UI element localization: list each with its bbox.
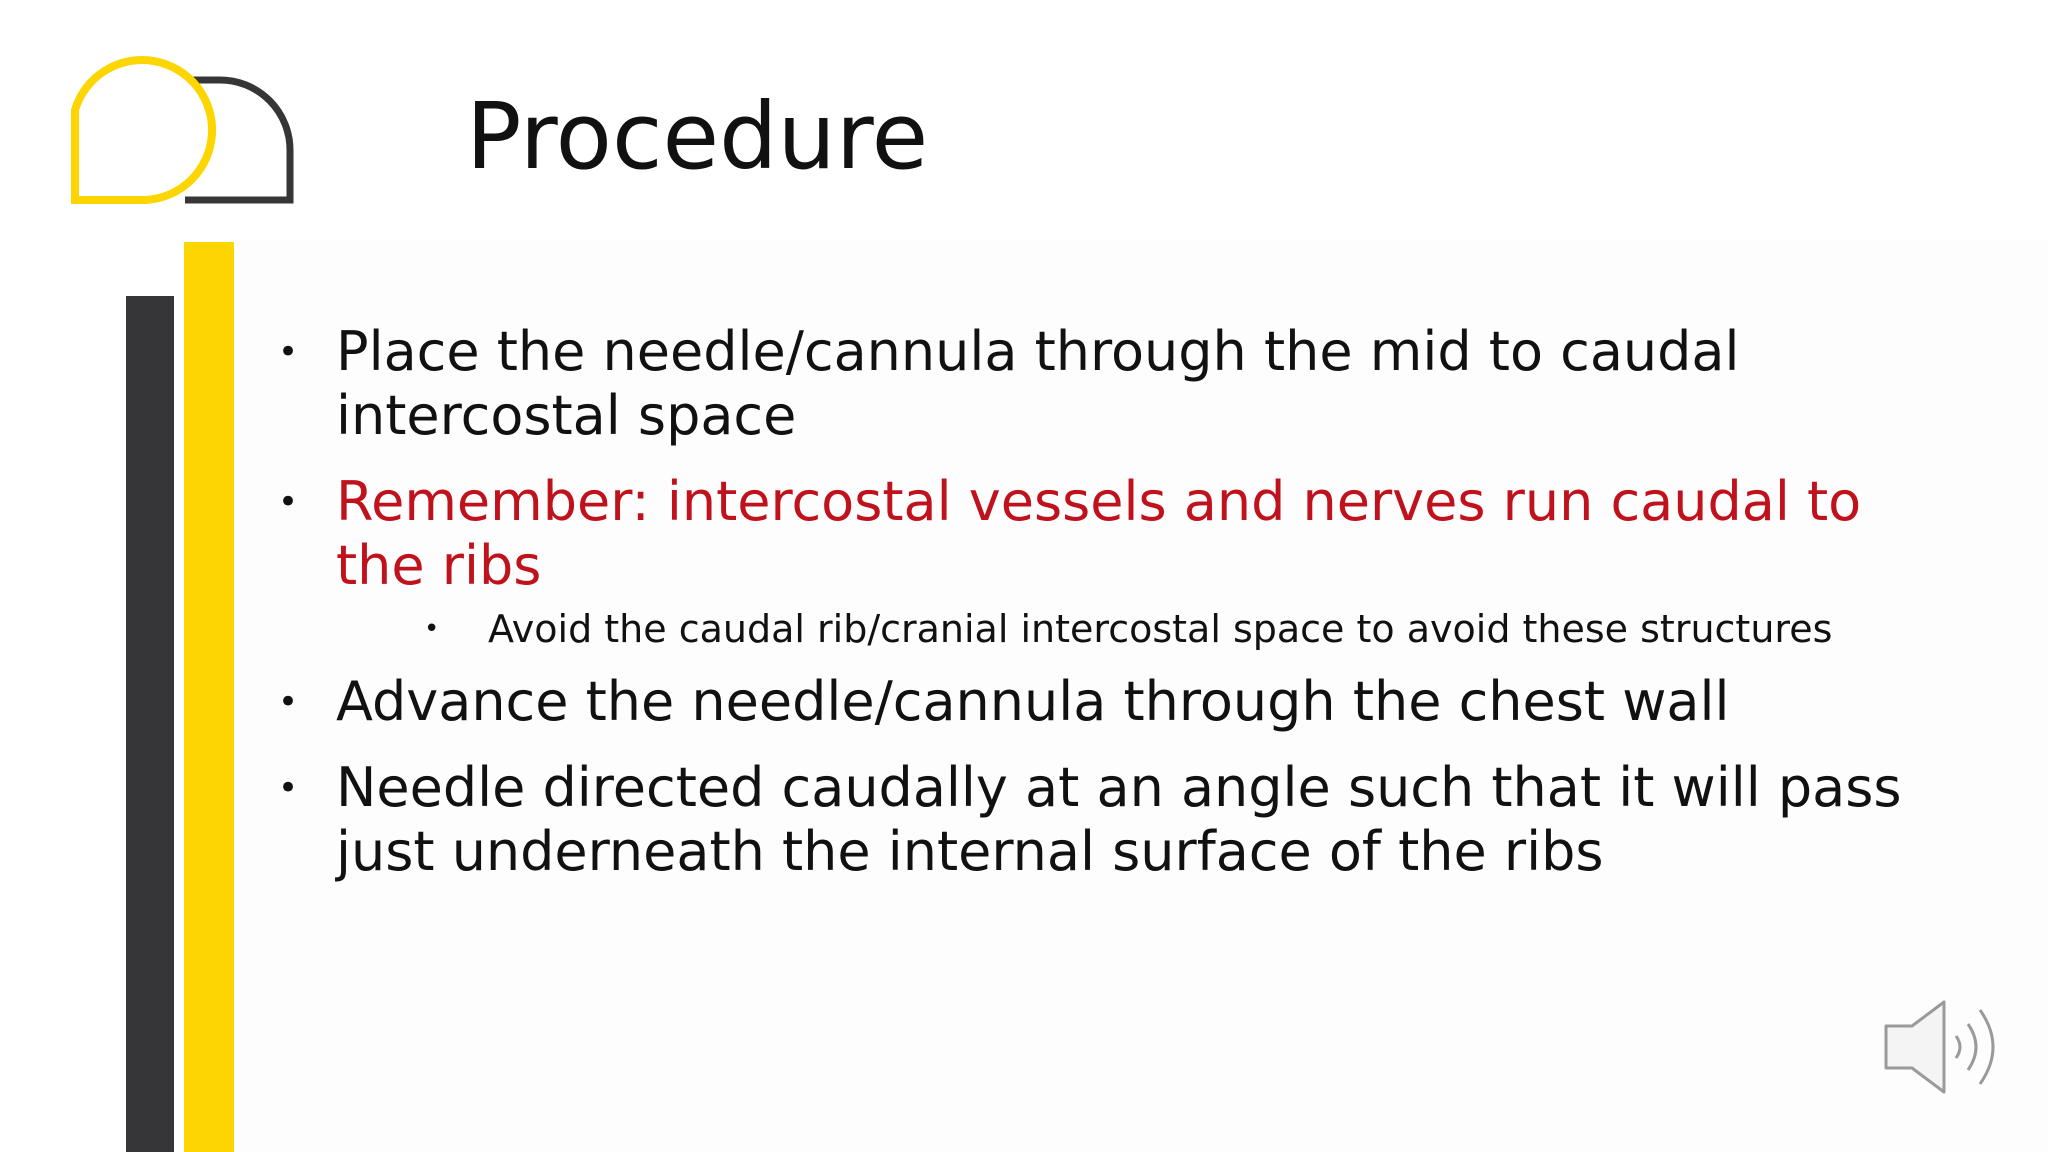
slide-title: Procedure — [466, 83, 929, 190]
bullet-dot: • — [278, 768, 299, 808]
bullet-dot: • — [278, 682, 299, 722]
sub-bullet-item — [422, 606, 1920, 652]
speech-bubbles-logo-icon — [70, 35, 310, 210]
bullet-item — [270, 320, 1920, 448]
bullet-item — [270, 670, 1920, 734]
speaker-audio-icon[interactable] — [1882, 998, 2004, 1096]
bullet-item-highlight — [270, 470, 1920, 598]
accent-bar-dark — [126, 296, 174, 1152]
bullet-text: Place the needle/cannula through the mid to caudal intercostal space — [336, 320, 1740, 447]
bullet-item — [270, 756, 1920, 884]
bullet-text: Advance the needle/cannula through the chest wall — [336, 670, 1730, 733]
bullet-dot: • — [278, 332, 299, 372]
accent-bar-yellow — [184, 242, 234, 1152]
sub-bullet-text: Avoid the caudal rib/cranial intercostal space to avoid these structures — [488, 607, 1833, 651]
bullet-text: Needle directed caudally at an angle such that it will pass just underneath the internal surface of the ribs — [336, 756, 1902, 883]
bullet-dot: • — [424, 614, 440, 644]
bullet-list — [270, 320, 1920, 906]
bullet-text: Remember: intercostal vessels and nerves run caudal to the ribs — [336, 470, 1862, 597]
bullet-dot: • — [278, 482, 299, 522]
